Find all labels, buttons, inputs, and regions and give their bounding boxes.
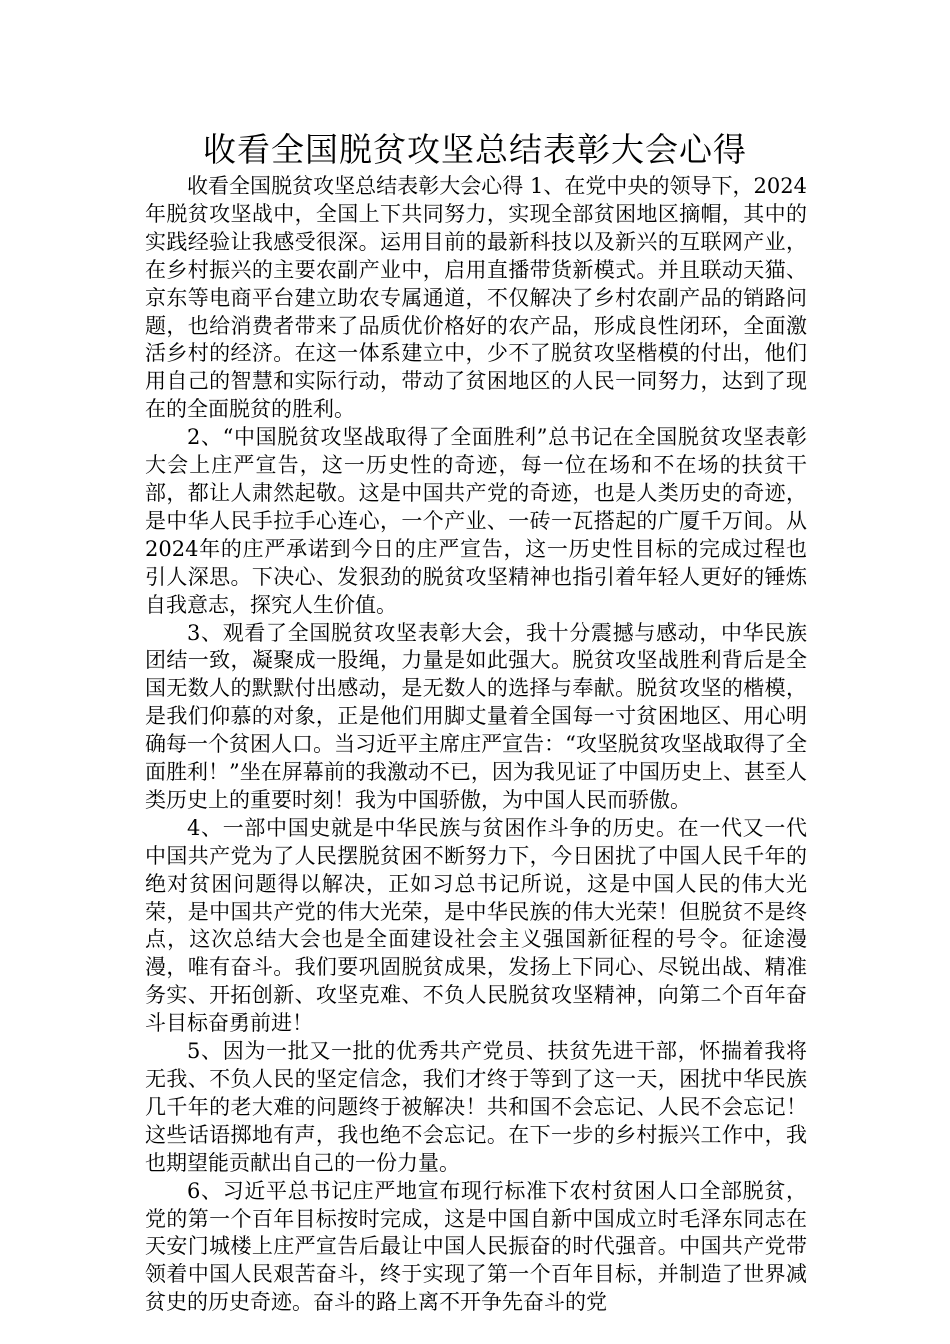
paragraph-2: 2、“中国脱贫攻坚战取得了全面胜利”总书记在全国脱贫攻坚表彰大会上庄严宣告，这一历史性的奇迹，每一位在场和不在场的扶贫干部，都让人肃然起敬。这是中国共产党的奇迹，也是人类历史的奇迹，是中华人民手拉手心连心，一个产业、一砖一瓦搭起的广厦千万间。从2024年的庄严承诺到今日的庄严宣告，这一历史性目标的完成过程也引人深思。下决心、发狠劲的脱贫攻坚精神也指引着年轻人更好的锤炼自我意志，探究人生价值。	[145, 425, 807, 617]
paragraph-4: 4、一部中国史就是中华民族与贫困作斗争的历史。在一代又一代中国共产党为了人民摆脱贫困不断努力下，今日困扰了中国人民千年的绝对贫困问题得以解决，正如习总书记所说，这是中国人民的伟大光荣，是中国共产党的伟大光荣，是中华民族的伟大光荣！但脱贫不是终点，这次总结大会也是全面建设社会主义强国新征程的号令。征途漫漫，唯有奋斗。我们要巩固脱贫成果，发扬上下同心、尽锐出战、精准务实、开拓创新、攻坚克难、不负人民脱贫攻坚精神，向第二个百年奋斗目标奋勇前进！	[145, 815, 807, 1036]
paragraph-5: 5、因为一批又一批的优秀共产党员、扶贫先进干部，怀揣着我将无我、不负人民的坚定信念，我们才终于等到了这一天，困扰中华民族几千年的老大难的问题终于被解决！共和国不会忘记、人民不会忘记！这些话语掷地有声，我也绝不会忘记。在下一步的乡村振兴工作中，我也期望能贡献出自己的一份力量。	[145, 1039, 807, 1175]
paragraph-6: 6、习近平总书记庄严地宣布现行标准下农村贫困人口全部脱贫，党的第一个百年目标按时完成，这是中国自新中国成立时毛泽东同志在天安门城楼上庄严宣告后最让中国人民振奋的时代强音。中国共产党带领着中国人民艰苦奋斗，终于实现了第一个百年目标，并制造了世界减贫史的历史奇迹。奋斗的路上离不开争先奋斗的党	[145, 1178, 807, 1315]
document-title: 收看全国脱贫攻坚总结表彰大会心得	[203, 130, 747, 169]
paragraph-3: 3、观看了全国脱贫攻坚表彰大会，我十分震撼与感动，中华民族团结一致，凝聚成一股绳，力量是如此强大。脱贫攻坚战胜利背后是全国无数人的默默付出感动，是无数人的选择与奉献。脱贫攻坚的楷模，是我们仰慕的对象，正是他们用脚丈量着全国每一寸贫困地区、用心明确每一个贫困人口。当习近平主席庄严宣告：“攻坚脱贫攻坚战取得了全面胜利！”坐在屏幕前的我激动不已，因为我见证了中国历史上、甚至人类历史上的重要时刻！我为中国骄傲，为中国人民而骄傲。	[145, 620, 807, 812]
paragraph-1: 收看全国脱贫攻坚总结表彰大会心得 1、在党中央的领导下，2024年脱贫攻坚战中，全国上下共同努力，实现全部贫困地区摘帽，其中的实践经验让我感受很深。运用目前的最新科技以及新兴的互联网产业，在乡村振兴的主要农副产业中，启用直播带货新模式。并且联动天猫、京东等电商平台建立助农专属通道，不仅解决了乡村农副产品的销路问题，也给消费者带来了品质优价格好的农产品，形成良性闭环，全面激活乡村的经济。在这一体系建立中，少不了脱贫攻坚楷模的付出，他们用自己的智慧和实际行动，带动了贫困地区的人民一同努力，达到了现在的全面脱贫的胜利。	[145, 174, 807, 422]
document-body	[145, 173, 807, 1317]
